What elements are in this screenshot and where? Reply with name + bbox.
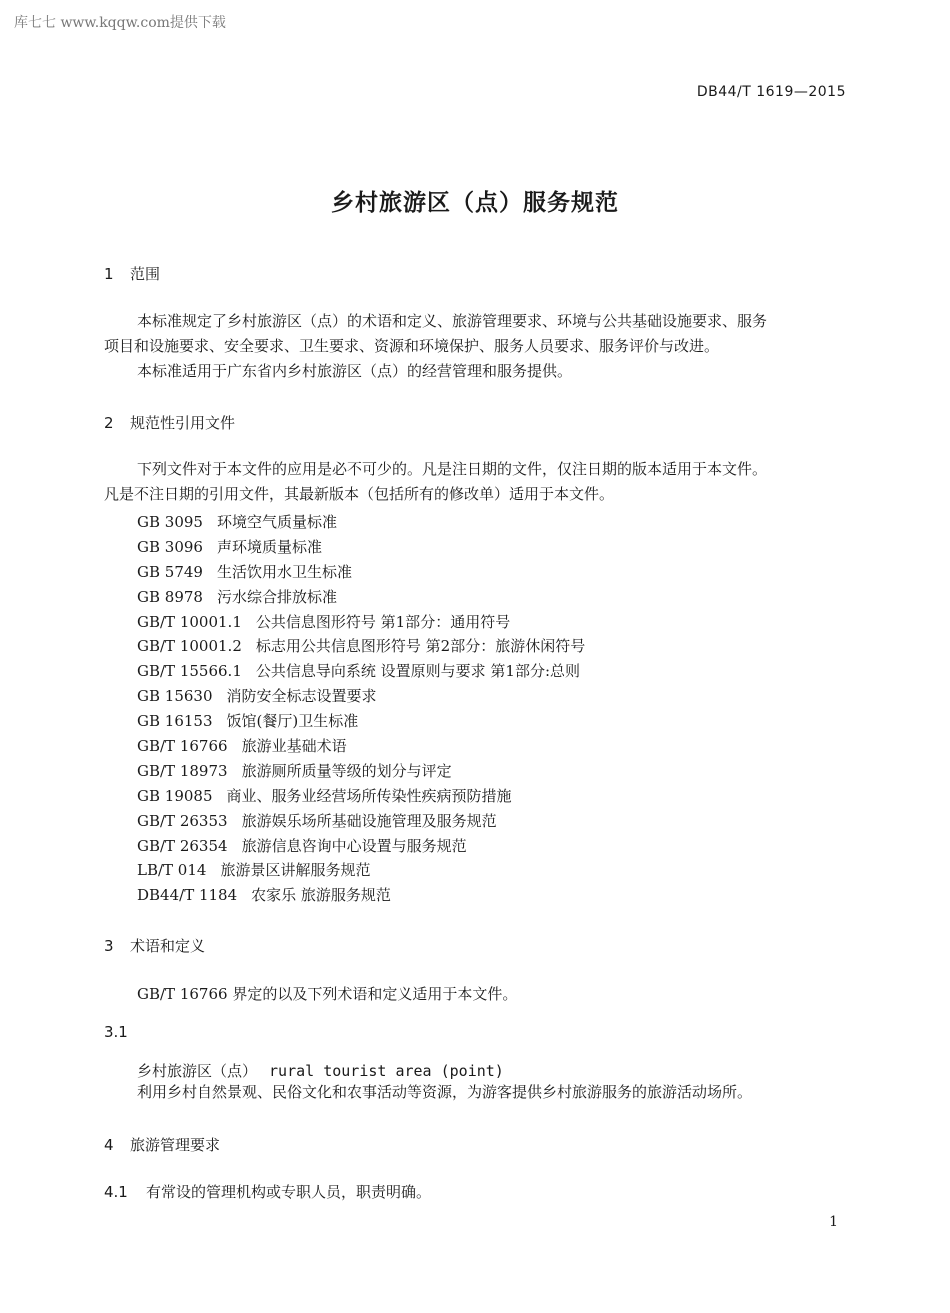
section-number: 4 xyxy=(104,1136,114,1154)
reference-title: 生活饮用水卫生标准 xyxy=(216,562,352,581)
reference-code: GB 3095 xyxy=(137,513,203,531)
term-english: rural tourist area (point) xyxy=(269,1062,504,1080)
scope-paragraph-line-2: 项目和设施要求、安全要求、卫生要求、资源和环境保护、服务人员要求、服务评价与改进。 xyxy=(104,337,720,355)
section-number: 3 xyxy=(104,937,114,955)
reference-code: DB44/T 1184 xyxy=(137,886,238,905)
reference-title: 商业、服务业经营场所传染性疾病预防措施 xyxy=(226,786,512,805)
section-title: 范围 xyxy=(130,265,161,283)
term-definition: 利用乡村自然景观、民俗文化和农事活动等资源，为游客提供乡村旅游服务的旅游活动场所。 xyxy=(137,1083,753,1101)
reference-title: 旅游娱乐场所基础设施管理及服务规范 xyxy=(241,811,497,830)
reference-code: GB/T 18973 xyxy=(137,761,228,780)
reference-title: 公共信息导向系统 设置原则与要求 第1部分:总则 xyxy=(255,662,581,681)
reference-item xyxy=(137,610,585,635)
reference-code: LB/T 014 xyxy=(137,861,207,880)
reference-item xyxy=(137,858,585,883)
section-4-heading xyxy=(104,1134,220,1155)
reference-item xyxy=(137,585,585,610)
section-title: 旅游管理要求 xyxy=(130,1136,221,1154)
reference-item xyxy=(137,684,585,709)
page-title: 乡村旅游区（点）服务规范 xyxy=(331,190,619,216)
reference-title: 声环境质量标准 xyxy=(216,537,322,556)
reference-code: GB 15630 xyxy=(137,687,213,706)
reference-item xyxy=(137,634,585,659)
reference-title: 饭馆(餐厅)卫生标准 xyxy=(226,712,359,731)
references-intro-line-1: 下列文件对于本文件的应用是必不可少的。凡是注日期的文件，仅注日期的版本适用于本文件。 xyxy=(137,460,768,478)
section-number: 1 xyxy=(104,265,114,283)
reference-item xyxy=(137,510,585,535)
watermark-text: 库七七 www.kqqw.com提供下载 xyxy=(14,15,226,31)
reference-title: 旅游业基础术语 xyxy=(241,737,347,756)
reference-title: 旅游景区讲解服务规范 xyxy=(220,861,371,880)
reference-title: 农家乐 旅游服务规范 xyxy=(251,886,391,905)
reference-code: GB/T 16766 xyxy=(137,737,228,756)
scope-paragraph-line-1: 本标准规定了乡村旅游区（点）的术语和定义、旅游管理要求、环境与公共基础设施要求、服务 xyxy=(137,312,768,330)
normative-references-list xyxy=(137,510,585,908)
reference-item xyxy=(137,759,585,784)
term-chinese: 乡村旅游区（点） xyxy=(137,1062,258,1080)
clause-4-1 xyxy=(104,1180,431,1205)
reference-title: 污水综合排放标准 xyxy=(216,587,337,606)
page-number: 1 xyxy=(829,1214,838,1230)
reference-item xyxy=(137,709,585,734)
section-3-heading xyxy=(104,935,205,956)
reference-code: GB 5749 xyxy=(137,562,203,581)
reference-code: GB/T 15566.1 xyxy=(137,662,242,681)
reference-title: 环境空气质量标准 xyxy=(216,513,337,531)
reference-title: 标志用公共信息图形符号 第2部分：旅游休闲符号 xyxy=(255,637,586,656)
reference-code: GB/T 26353 xyxy=(137,811,228,830)
section-title: 规范性引用文件 xyxy=(130,414,236,432)
reference-title: 消防安全标志设置要求 xyxy=(226,687,377,706)
reference-code: GB 8978 xyxy=(137,587,203,606)
reference-title: 旅游信息咨询中心设置与服务规范 xyxy=(241,836,467,855)
reference-item xyxy=(137,560,585,585)
section-2-heading xyxy=(104,412,235,433)
reference-item xyxy=(137,784,585,809)
reference-item xyxy=(137,734,585,759)
reference-item xyxy=(137,535,585,560)
reference-title: 旅游厕所质量等级的划分与评定 xyxy=(241,761,452,780)
scope-applicability-paragraph: 本标准适用于广东省内乡村旅游区（点）的经营管理和服务提供。 xyxy=(137,362,573,380)
reference-code: GB 3096 xyxy=(137,537,203,556)
reference-title: 公共信息图形符号 第1部分：通用符号 xyxy=(255,612,511,631)
reference-item xyxy=(137,883,585,908)
term-entry xyxy=(137,1060,504,1081)
reference-item xyxy=(137,659,585,684)
reference-code: GB/T 10001.1 xyxy=(137,612,242,631)
section-1-heading xyxy=(104,263,160,284)
terms-intro: GB/T 16766 界定的以及下列术语和定义适用于本文件。 xyxy=(137,985,518,1003)
section-number: 2 xyxy=(104,414,114,432)
reference-code: GB/T 26354 xyxy=(137,836,228,855)
reference-code: GB/T 10001.2 xyxy=(137,637,242,656)
clause-number: 4.1 xyxy=(104,1183,128,1201)
reference-code: GB 16153 xyxy=(137,712,213,731)
reference-item xyxy=(137,834,585,859)
section-title: 术语和定义 xyxy=(130,937,206,955)
subclause-number: 3.1 xyxy=(104,1023,128,1041)
document-code: DB44/T 1619—2015 xyxy=(696,84,846,100)
clause-text: 有常设的管理机构或专职人员，职责明确。 xyxy=(146,1183,432,1201)
reference-code: GB 19085 xyxy=(137,786,213,805)
references-intro-line-2: 凡是不注日期的引用文件，其最新版本（包括所有的修改单）适用于本文件。 xyxy=(104,485,615,503)
reference-item xyxy=(137,809,585,834)
